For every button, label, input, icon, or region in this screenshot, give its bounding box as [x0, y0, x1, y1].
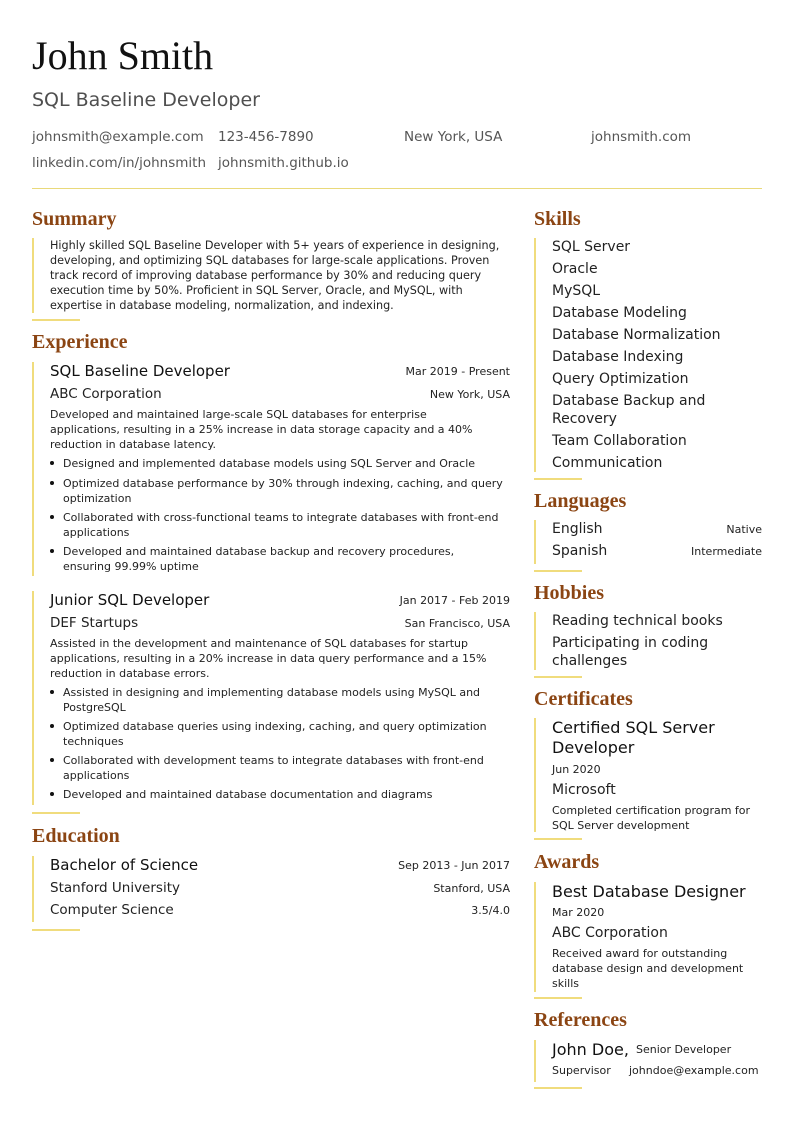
bullet-dot-icon — [50, 724, 54, 728]
bullet-dot-icon — [50, 690, 54, 694]
certificates-heading: Certificates — [534, 688, 633, 710]
award-date: Mar 2020 — [552, 906, 605, 919]
skill-item: Database Normalization — [552, 327, 721, 343]
references-heading: References — [534, 1009, 627, 1031]
candidate-name: John Smith — [32, 33, 214, 78]
education-dates: Sep 2013 - Jun 2017 — [398, 859, 510, 872]
awards-heading: Awards — [534, 851, 600, 873]
education-border — [32, 856, 34, 922]
job-1-bullet: Developed and maintained database backup and recovery procedures, ensuring 99.99% uptime — [63, 544, 483, 574]
certificate-issuer: Microsoft — [552, 782, 616, 798]
skill-item: Database Modeling — [552, 305, 687, 321]
job-1-description: Developed and maintained large-scale SQL databases for enterprise applications, resulting in a 25% increase in data storage capacity and a 40% reduction in database latency. — [50, 408, 473, 451]
certificates-border — [534, 718, 536, 832]
job-1-bullet: Collaborated with cross-functional teams to integrate databases with front-end applications — [63, 510, 503, 540]
experience-underline — [32, 812, 80, 814]
skill-item: MySQL — [552, 283, 601, 299]
skill-item: Database Backup and Recovery — [552, 393, 706, 427]
certificate-description: Completed certification program for SQL Server development — [552, 804, 751, 832]
reference-relation: Supervisor — [552, 1064, 611, 1077]
skill-item: Oracle — [552, 261, 598, 277]
job-2-bullet: Assisted in designing and implementing database models using MySQL and PostgreSQL — [63, 685, 503, 715]
contact-phone[interactable]: 123-456-7890 — [218, 129, 314, 145]
summary-heading: Summary — [32, 208, 117, 230]
hobbies-border — [534, 612, 536, 670]
awards-border — [534, 882, 536, 992]
skills-heading: Skills — [534, 208, 581, 230]
award-description: Received award for outstanding database design and development skills — [552, 947, 744, 990]
reference-role: Senior Developer — [636, 1043, 732, 1056]
skills-underline — [534, 478, 582, 480]
job-1-bullet: Designed and implemented database models using SQL Server and Oracle — [63, 456, 513, 471]
references-underline — [534, 1087, 582, 1089]
language-level: Native — [726, 523, 762, 536]
contact-website[interactable]: johnsmith.com — [591, 129, 692, 145]
skills-border — [534, 238, 536, 472]
contact-linkedin[interactable]: linkedin.com/in/johnsmith — [32, 155, 207, 171]
certificate-date: Jun 2020 — [552, 763, 601, 776]
education-heading: Education — [32, 825, 120, 847]
language-name: English — [552, 521, 603, 537]
job-2-bullet: Optimized database queries using indexing, caching, and query optimization techniques — [63, 719, 503, 749]
award-issuer: ABC Corporation — [552, 925, 668, 941]
job-2-dates: Jan 2017 - Feb 2019 — [399, 594, 510, 607]
bullet-dot-icon — [50, 515, 54, 519]
certificates-underline — [534, 838, 582, 840]
languages-heading: Languages — [534, 490, 627, 512]
certificate-name: Certified SQL Server Developer — [552, 718, 715, 757]
hobby-item: Participating in coding challenges — [552, 635, 709, 669]
summary-border — [32, 238, 34, 313]
contact-location: New York, USA — [404, 129, 503, 145]
bullet-dot-icon — [50, 481, 54, 485]
reference-email[interactable]: johndoe@example.com — [629, 1064, 759, 1077]
job-1-bullet: Optimized database performance by 30% through indexing, caching, and query optimization — [63, 476, 513, 506]
candidate-title: SQL Baseline Developer — [32, 89, 260, 111]
job-1-dates: Mar 2019 - Present — [405, 365, 510, 378]
education-location: Stanford, USA — [433, 882, 510, 895]
education-degree: Bachelor of Science — [50, 856, 199, 874]
bullet-dot-icon — [50, 549, 54, 553]
bullet-dot-icon — [50, 758, 54, 762]
education-school: Stanford University — [50, 880, 180, 896]
skill-item: Database Indexing — [552, 349, 684, 365]
skill-item: Communication — [552, 455, 663, 471]
languages-border — [534, 520, 536, 564]
job-1-title: SQL Baseline Developer — [50, 362, 230, 380]
job-2-description: Assisted in the development and maintenance of SQL databases for startup applications, resulting in a 20% increase in data query performance and a 15% reduction in database errors. — [50, 637, 487, 680]
hobbies-heading: Hobbies — [534, 582, 605, 604]
job-2-location: San Francisco, USA — [404, 617, 510, 630]
skill-item: Query Optimization — [552, 371, 689, 387]
job-1-company: ABC Corporation — [50, 386, 162, 402]
education-field: Computer Science — [50, 902, 174, 918]
experience-heading: Experience — [32, 331, 128, 353]
contact-email[interactable]: johnsmith@example.com — [32, 129, 204, 145]
skill-item: SQL Server — [552, 239, 631, 255]
hobby-item: Reading technical books — [552, 613, 723, 629]
job-2-border — [32, 591, 34, 805]
job-2-bullet: Developed and maintained database documentation and diagrams — [63, 787, 508, 802]
bullet-dot-icon — [50, 792, 54, 796]
languages-underline — [534, 570, 582, 572]
job-1-border — [32, 362, 34, 576]
education-gpa: 3.5/4.0 — [471, 904, 510, 917]
language-name: Spanish — [552, 543, 608, 559]
references-border — [534, 1040, 536, 1082]
header-divider — [32, 188, 762, 189]
bullet-dot-icon — [50, 461, 54, 465]
summary-text: Highly skilled SQL Baseline Developer with 5+ years of experience in designing, developing, and optimizing SQL databases for large-scale applications. Proven track record of improving database performance by 30% and reducing query execution time by 50%. Proficient in SQL Server, Oracle, and MySQL, with expertise in database modeling, normalization, and indexing. — [50, 239, 500, 312]
awards-underline — [534, 997, 582, 999]
job-2-title: Junior SQL Developer — [50, 591, 210, 609]
reference-name: John Doe, — [552, 1040, 629, 1059]
language-level: Intermediate — [691, 545, 762, 558]
hobbies-underline — [534, 676, 582, 678]
contact-github[interactable]: johnsmith.github.io — [218, 155, 349, 171]
job-2-company: DEF Startups — [50, 615, 139, 631]
summary-underline — [32, 319, 80, 321]
job-1-location: New York, USA — [429, 388, 510, 401]
skill-item: Team Collaboration — [552, 433, 687, 449]
job-2-bullet: Collaborated with development teams to integrate databases with front-end applications — [63, 753, 503, 783]
education-underline — [32, 929, 80, 931]
award-name: Best Database Designer — [552, 882, 746, 901]
